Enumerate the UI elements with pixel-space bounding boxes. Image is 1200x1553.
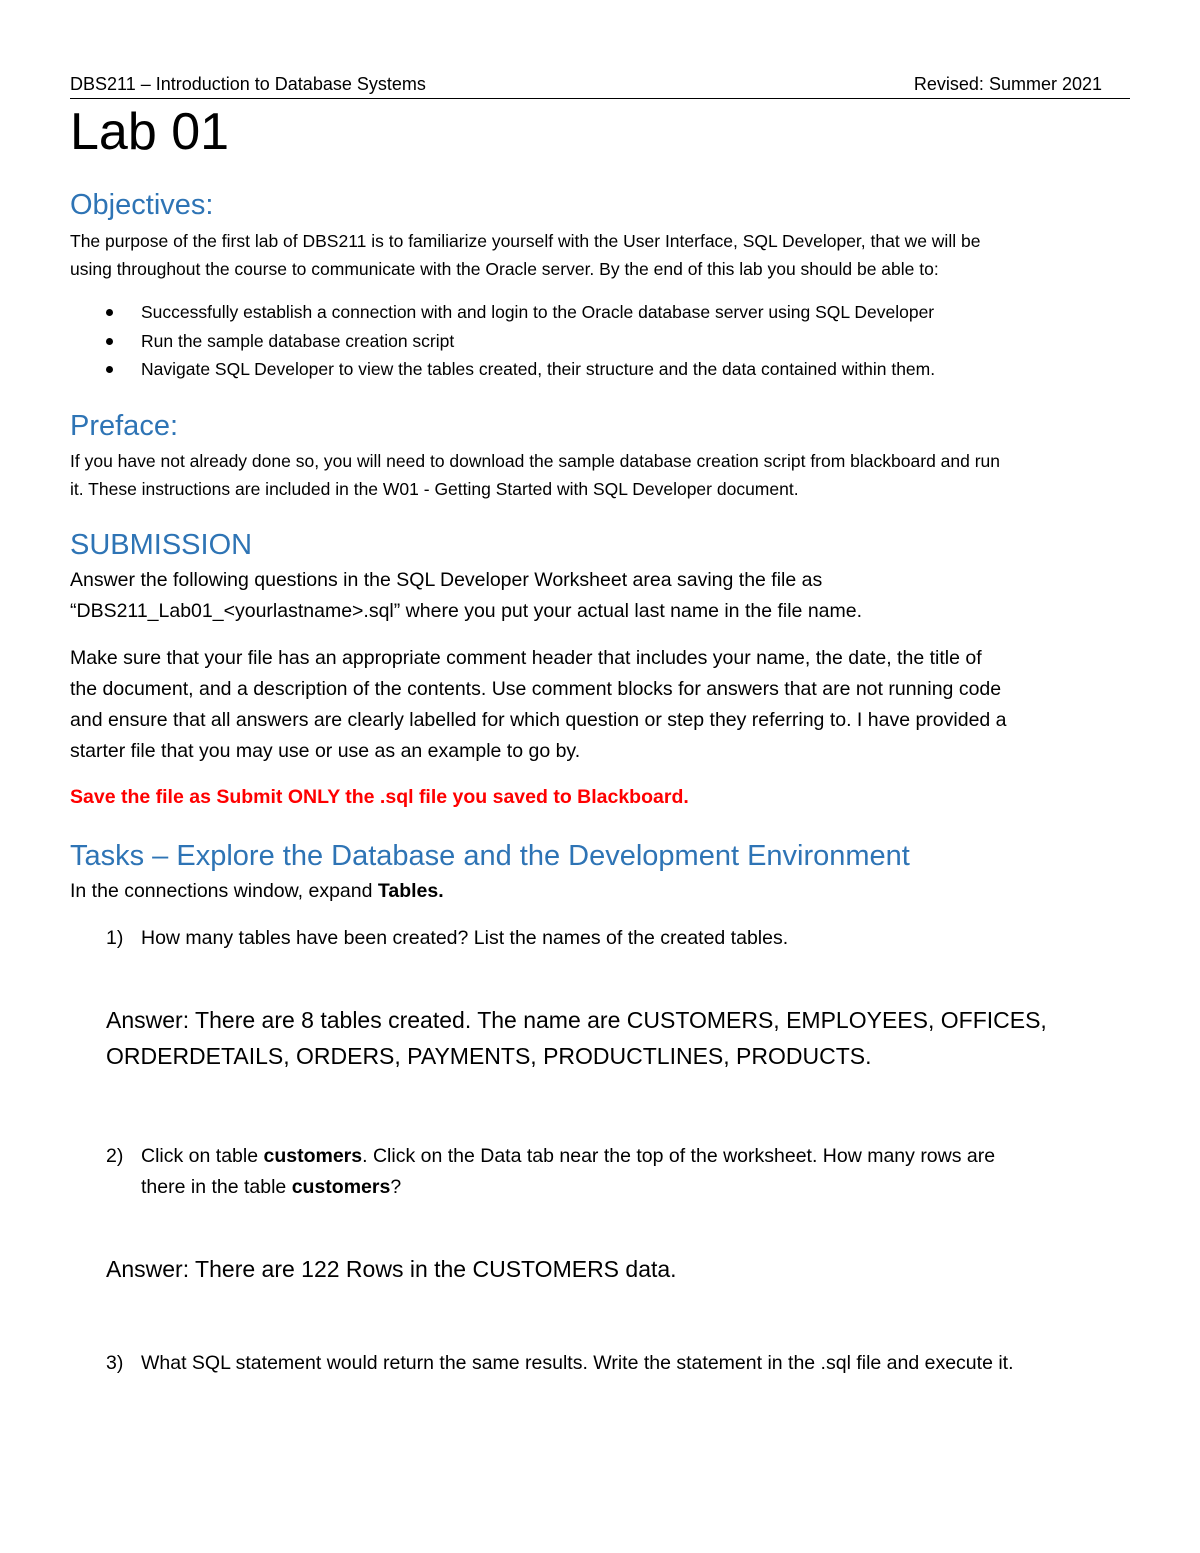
submission-paragraph-2 <box>70 643 1130 767</box>
list-item <box>70 355 935 384</box>
question-number: 1) <box>106 927 124 949</box>
submission-p1-line-1: Answer the following questions in the SQL Developer Worksheet area saving the file as <box>70 569 823 591</box>
question-2 <box>70 1141 1130 1203</box>
question-text: How many tables have been created? List the names of the created tables. <box>141 927 789 949</box>
question-2-bold-2: customers <box>291 1176 391 1198</box>
bullet-icon <box>106 309 113 316</box>
bullet-text: Run the sample database creation script <box>141 330 455 351</box>
preface-line-2: it. These instructions are included in the W01 - Getting Started with SQL Developer document. <box>70 479 799 499</box>
submission-p1-line-2: “DBS211_Lab01_<yourlastname>.sql” where you put your actual last name in the file name. <box>70 600 863 622</box>
bullet-text: Navigate SQL Developer to view the tables created, their structure and the data contained within them. <box>141 359 936 379</box>
submission-p2-line-2: the document, and a description of the contents. Use comment blocks for answers that are not running code <box>70 678 1002 700</box>
bullet-icon <box>106 338 113 345</box>
tasks-intro-text: In the connections window, expand <box>70 880 378 902</box>
header-course: DBS211 – Introduction to Database Systems <box>70 74 426 94</box>
header-revised: Revised: Summer 2021 <box>913 74 1102 94</box>
submission-paragraph-1 <box>70 565 1130 627</box>
list-item <box>70 298 935 327</box>
answer-1-line-2: ORDERDETAILS, ORDERS, PAYMENTS, PRODUCTLINES, PRODUCTS. <box>106 1043 872 1069</box>
tasks-intro-bold: Tables. <box>377 880 444 902</box>
preface-heading: Preface: <box>70 410 178 442</box>
page-header <box>70 72 1130 99</box>
question-text: What SQL statement would return the same results. Write the statement in the .sql file and execute it. <box>141 1352 1014 1374</box>
question-number: 3) <box>106 1352 124 1374</box>
submission-p2-line-4: starter file that you may use or use as an example to go by. <box>70 740 581 762</box>
submission-warning: Save the file as Submit ONLY the .sql file you saved to Blackboard. <box>70 786 689 808</box>
submission-p2-line-1: Make sure that your file has an appropriate comment header that includes your name, the date, the title of <box>70 647 982 669</box>
bullet-icon <box>106 366 113 373</box>
answer-2: Answer: There are 122 Rows in the CUSTOMERS data. <box>106 1256 677 1282</box>
question-number: 2) <box>106 1145 124 1167</box>
tasks-heading: Tasks – Explore the Database and the Development Environment <box>70 840 910 872</box>
list-item <box>70 327 935 356</box>
question-2-part-1: Click on table <box>141 1145 264 1167</box>
question-2-bold-1: customers <box>263 1145 363 1167</box>
objectives-intro <box>70 227 1130 283</box>
answer-1-line-1: Answer: There are 8 tables created. The name are CUSTOMERS, EMPLOYEES, OFFICES, <box>106 1007 1047 1033</box>
submission-p2-line-3: and ensure that all answers are clearly labelled for which question or step they referring to. I have provided a <box>70 709 1007 731</box>
answer-1 <box>106 1002 1166 1074</box>
objectives-heading: Objectives: <box>70 189 214 221</box>
question-2-part-2: . Click on the Data tab near the top of the worksheet. How many rows are <box>362 1145 996 1167</box>
question-text <box>141 1141 1121 1203</box>
objectives-intro-line-2: using throughout the course to communicate with the Oracle server. By the end of this lab you should be able to: <box>70 259 939 279</box>
bullet-text: Successfully establish a connection with and login to the Oracle database server using SQL Developer <box>141 302 935 322</box>
submission-heading: SUBMISSION <box>70 529 253 561</box>
objectives-intro-line-1: The purpose of the first lab of DBS211 is to familiarize yourself with the User Interface, SQL Developer, that we will be <box>70 231 981 251</box>
preface-text <box>70 447 1130 503</box>
preface-line-1: If you have not already done so, you will need to download the sample database creation script from blackboard and run <box>70 451 1001 471</box>
objectives-bullet-list <box>70 298 935 384</box>
tasks-intro <box>70 876 1130 907</box>
document-title: Lab 01 <box>70 103 230 161</box>
question-2-part-3: there in the table <box>141 1176 292 1198</box>
question-2-part-4: ? <box>390 1176 402 1198</box>
